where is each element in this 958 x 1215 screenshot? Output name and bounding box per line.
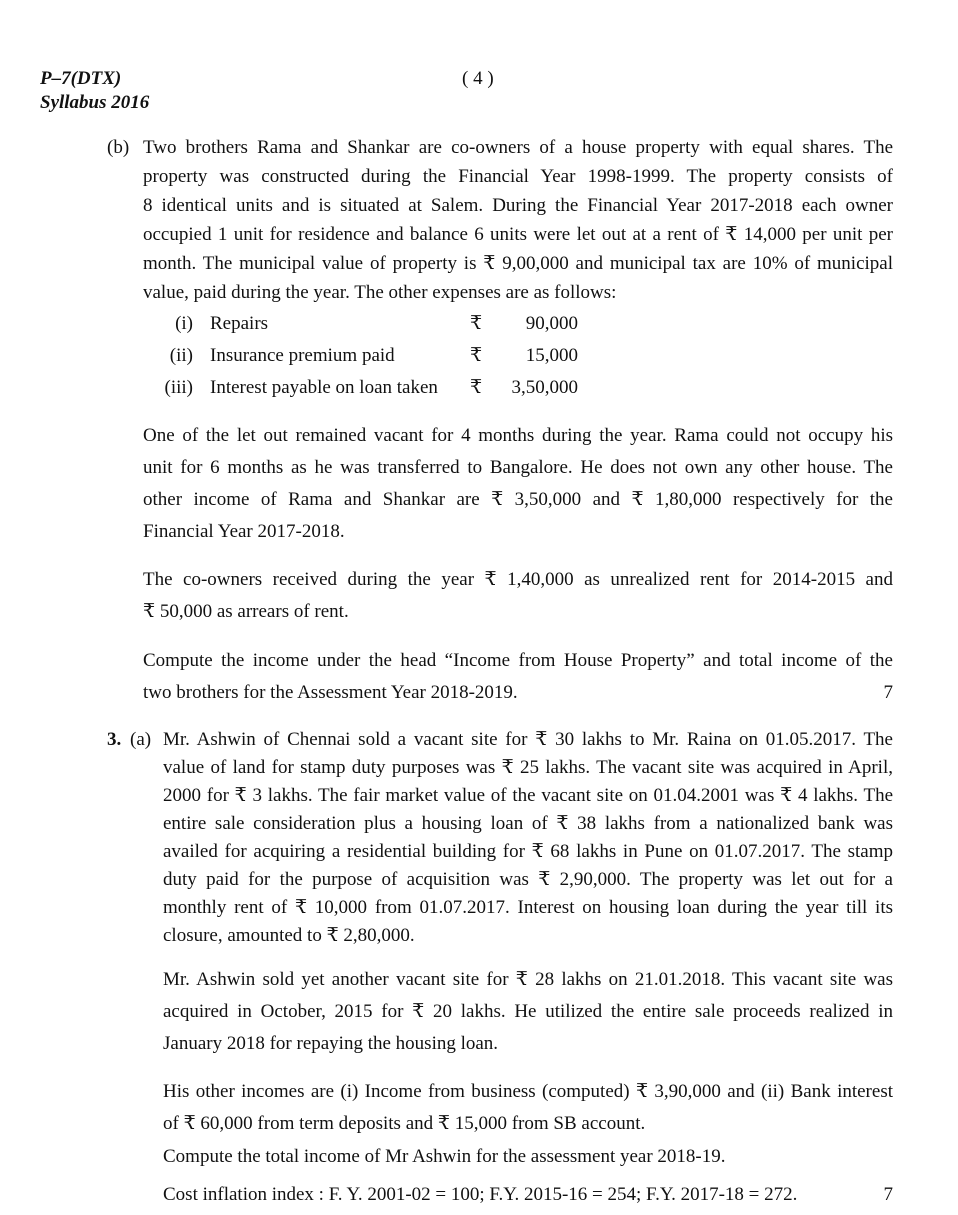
text-line-content: duty paid for the purpose of acquisition was ₹ 2,90,000. The property was let out for a [163, 869, 893, 890]
text-line [143, 249, 893, 278]
text-line [143, 564, 893, 596]
text-line-content: unit for 6 months as he was transferred to Bangalore. He does not own any other house. The [143, 457, 893, 478]
question-b-label: (b) [107, 137, 130, 158]
text-line-content: two brothers for the Assessment Year 2018-2019. [143, 682, 518, 703]
text-line [143, 596, 893, 628]
question-3a-para3 [163, 1076, 893, 1140]
text-line-content: Mr. Ashwin of Chennai sold a vacant site for ₹ 30 lakhs to Mr. Raina on 01.05.2017. The [163, 729, 893, 750]
text-line [163, 754, 893, 782]
page-number: ( 4 ) [462, 68, 494, 89]
text-line [163, 894, 893, 922]
text-line [163, 810, 893, 838]
text-line-content: Compute the total income of Mr Ashwin for the assessment year 2018-19. [163, 1146, 726, 1167]
text-line-content: Two brothers Rama and Shankar are co-owners of a house property with equal shares. The [143, 137, 893, 158]
question-b-para2 [143, 420, 893, 548]
expense-number: (ii) [169, 345, 193, 366]
expenses-list [143, 308, 893, 404]
text-line-content: 2000 for ₹ 3 lakhs. The fair market value of the vacant site on 01.04.2001 was ₹ 4 lakhs. The [163, 785, 893, 806]
expense-amount: 90,000 [525, 313, 578, 334]
text-line-content: entire sale consideration plus a housing loan of ₹ 38 lakhs from a nationalized bank was [163, 813, 893, 834]
rupee-symbol: ₹ [470, 377, 483, 398]
text-line-content: of ₹ 60,000 from term deposits and ₹ 15,000 from SB account. [163, 1113, 646, 1134]
text-line-content: ₹ 50,000 as arrears of rent. [143, 601, 349, 622]
text-line-content: One of the let out remained vacant for 4 months during the year. Rama could not occupy his [143, 425, 893, 446]
text-line-content: Mr. Ashwin sold yet another vacant site for ₹ 28 lakhs on 21.01.2018. This vacant site was [163, 969, 893, 990]
text-line-content: The co-owners received during the year ₹ 1,40,000 as unrealized rent for 2014-2015 and [143, 569, 893, 590]
text-line [163, 1179, 893, 1211]
text-line [143, 278, 893, 307]
text-line [163, 1141, 893, 1173]
marks-value: 7 [883, 682, 893, 703]
expense-number: (iii) [164, 377, 193, 398]
rupee-symbol: ₹ [470, 313, 483, 334]
text-line [163, 964, 893, 996]
expense-name: Interest payable on loan taken [210, 377, 438, 398]
text-line-content: closure, amounted to ₹ 2,80,000. [163, 925, 415, 946]
marks-value: 7 [883, 1184, 893, 1205]
question-3a-para2 [163, 964, 893, 1060]
text-line [163, 922, 893, 950]
text-line [163, 1076, 893, 1108]
question-3a-label: (a) [130, 729, 152, 750]
text-line-content: acquired in October, 2015 for ₹ 20 lakhs. He utilized the entire sale proceeds realized in [163, 1001, 893, 1022]
syllabus-label: Syllabus 2016 [40, 92, 150, 113]
text-line-content: other income of Rama and Shankar are ₹ 3,50,000 and ₹ 1,80,000 respectively for the [143, 489, 893, 510]
question-3-number: 3. [107, 729, 122, 750]
expense-number: (i) [175, 313, 193, 334]
text-line [143, 133, 893, 162]
text-line-content: Compute the income under the head “Income from House Property” and total income of the [143, 650, 893, 671]
expense-amount: 3,50,000 [511, 377, 578, 398]
rupee-symbol: ₹ [470, 345, 483, 366]
text-line [163, 1108, 893, 1140]
text-line-content: His other incomes are (i) Income from business (computed) ₹ 3,90,000 and (ii) Bank interest [163, 1081, 893, 1102]
text-line-content: Cost inflation index : F. Y. 2001-02 = 100; F.Y. 2015-16 = 254; F.Y. 2017-18 = 272. [163, 1184, 798, 1205]
text-line [143, 645, 893, 677]
question-b-para4 [143, 645, 893, 709]
expense-item [143, 340, 643, 372]
text-line-content: value of land for stamp duty purposes was ₹ 25 lakhs. The vacant site was acquired in April, [163, 757, 893, 778]
text-line-content: property was constructed during the Financial Year 1998-1999. The property consists of [143, 166, 893, 187]
question-3a-para4 [163, 1141, 893, 1173]
text-line [163, 782, 893, 810]
expense-item [143, 372, 643, 404]
text-line-content: occupied 1 unit for residence and balance 6 units were let out at a rent of ₹ 14,000 per unit per [143, 224, 893, 245]
text-line [143, 677, 893, 709]
expense-item [143, 308, 643, 340]
text-line [163, 726, 893, 754]
text-line [143, 220, 893, 249]
text-line [143, 162, 893, 191]
text-line [163, 838, 893, 866]
text-line [163, 996, 893, 1028]
text-line [143, 516, 893, 548]
text-line-content: 8 identical units and is situated at Salem. During the Financial Year 2017-2018 each owner [143, 195, 893, 216]
question-b-para1 [143, 133, 893, 307]
text-line-content: monthly rent of ₹ 10,000 from 01.07.2017. Interest on housing loan during the year till its [163, 897, 893, 918]
text-line [163, 866, 893, 894]
text-line [143, 452, 893, 484]
text-line-content: month. The municipal value of property is ₹ 9,00,000 and municipal tax are 10% of municipal [143, 253, 893, 274]
text-line-content: value, paid during the year. The other expenses are as follows: [143, 282, 617, 303]
text-line-content: January 2018 for repaying the housing loan. [163, 1033, 499, 1054]
question-3a-para1 [163, 726, 893, 950]
expense-name: Insurance premium paid [210, 345, 395, 366]
text-line-content: Financial Year 2017-2018. [143, 521, 345, 542]
question-3a-para5 [163, 1179, 893, 1211]
text-line [143, 420, 893, 452]
text-line-content: availed for acquiring a residential building for ₹ 68 lakhs in Pune on 01.07.2017. The stamp [163, 841, 893, 862]
text-line [143, 484, 893, 516]
expense-name: Repairs [210, 313, 269, 334]
question-b-para3 [143, 564, 893, 628]
paper-code: P–7(DTX) [40, 68, 122, 89]
text-line [143, 191, 893, 220]
expense-amount: 15,000 [525, 345, 578, 366]
text-line [163, 1028, 893, 1060]
